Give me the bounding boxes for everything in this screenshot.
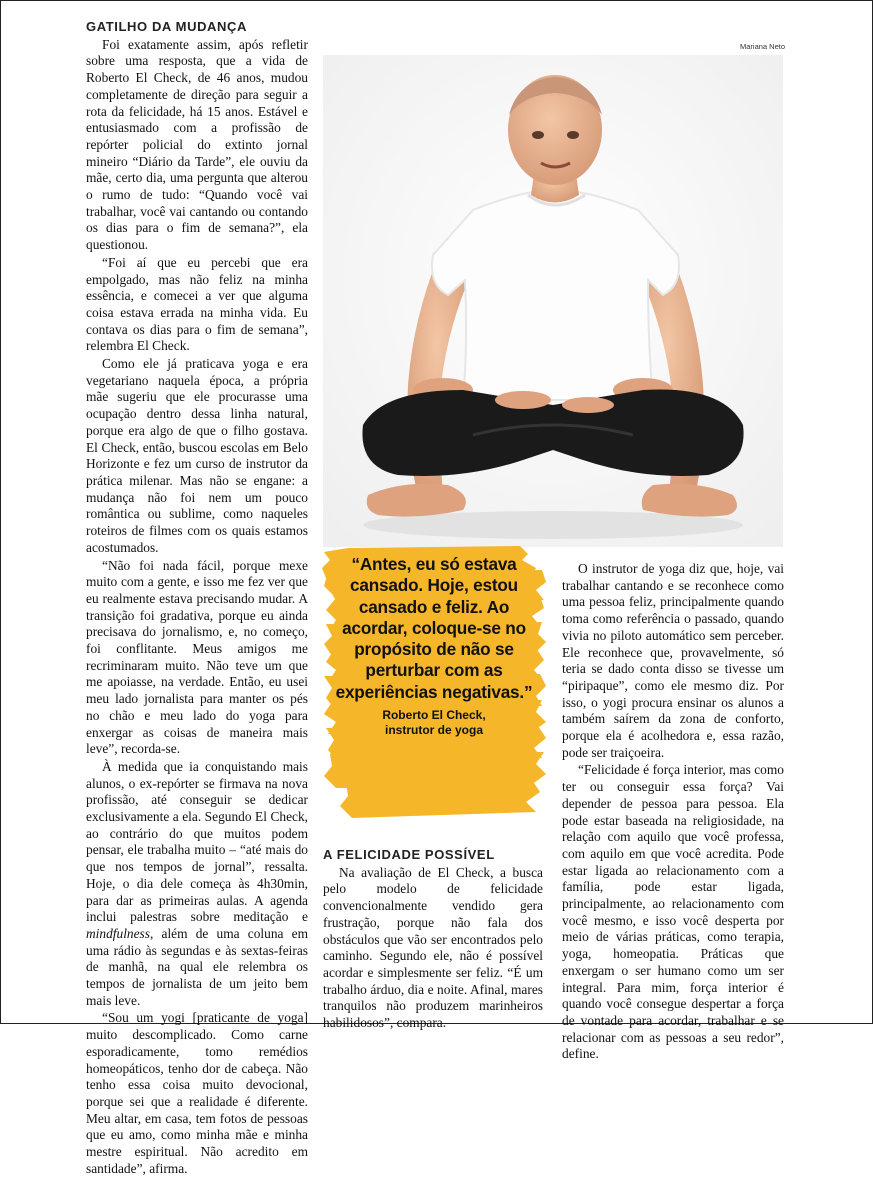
pull-quote-text: “Antes, eu só estava cansado. Hoje, estou cansado e feliz. Ao acordar, coloque-se no propósito de não se perturbar com as experiências negativas.” — [335, 554, 533, 702]
section-heading-felicidade: A FELICIDADE POSSÍVEL — [323, 847, 495, 862]
section-heading-gatilho: GATILHO DA MUDANÇA — [86, 19, 248, 34]
pull-quote-author-role: instrutor de yoga — [384, 723, 483, 738]
paragraph: Como ele já praticava yoga e era vegetariano naquela época, a própria mãe sugeriu que ele procurasse uma ocupação dentro dessa linha natural, porque era algo de que o filho gostava. El Check, então, buscou escolas em Belo Horizonte e fez um curso de instrutor da prática milenar. Mas não se engane: a mudança não foi nem um pouco romântica ou sublime, como naqueles roteiros de filmes com os quais estamos acostumados. — [86, 356, 308, 555]
paragraph: O instrutor de yoga diz que, hoje, vai trabalhar cantando e se reconhece como uma pessoa feliz, principalmente quando toma como referência o passado, quando vivia no piloto automático sem perceber. Ele reconhece que, provavelmente, só teria se dado conta disso se tivesse um “piripaque”, como ele mesmo diz. Por isso, o yogi procura ensinar os alunos a também saírem da zona de conforto, porque ela é acolhedora e, essa razão, pode ser traiçoeira. — [562, 561, 784, 760]
photo-credit: Mariana Neto — [740, 42, 786, 51]
paragraph: “Sou um yogi [praticante de yoga] muito descomplicado. Como carne esporadicamente, tomo remédios homeopáticos, tenho dor de cabeça. Não tenho essa coisa muito devocional, porque sei que a realidade é diferente. Meu altar, em casa, tem fotos de pessoas que eu amo, como minha mãe e minha mestre espiritual. Não acredito em santidade”, afirma. — [86, 1010, 308, 1176]
paragraph — [86, 759, 308, 1010]
pull-quote — [330, 554, 538, 738]
emphasis-mindfulness: mindfulness — [86, 925, 150, 941]
article-column-middle — [323, 847, 543, 1032]
yoga-pose-illustration — [323, 55, 783, 547]
text-run: , além de uma coluna em uma rádio às segundas e às sextas-feiras de manhã, na qual ele relembra os tempos de jornalista de um jeito bem mais leve. — [86, 925, 308, 1008]
pull-quote-author — [330, 708, 538, 738]
paragraph: Foi exatamente assim, após refletir sobre uma resposta, que a vida de Roberto El Check, de 46 anos, mudou completamente de direção para seguir a rota da felicidade, há 15 anos. Estável e entusiasmado com a profissão de repórter policial do extinto jornal mineiro “Diário da Tarde”, ele ouviu da mãe, certo dia, uma pergunta que alterou o rumo de tudo: “Quando você vai trabalhar, você vai cantando ou contando os dias para o fim de semana?”, ela questionou. — [86, 36, 308, 253]
paragraph: “Não foi nada fácil, porque mexe muito com a gente, e isso me fez ver que eu realmente estava precisando mudar. A transição foi gradativa, porque eu ainda precisava do jornalismo, e, no começo, foi conflitante. Meus amigos me recriminaram muito. Não teve um que me apoiasse, na verdade. Então, eu usei meu lado jornalista para manter os pés no chão e meu lado do yoga para enxergar as coisas de maneira mais leve”, recorda-se. — [86, 557, 308, 757]
article-column-left — [86, 19, 308, 1178]
yoga-instructor-photo — [323, 55, 783, 547]
article-column-right — [562, 561, 784, 1063]
paragraph: “Foi aí que eu percebi que era empolgado, mas não feliz na minha essência, e comecei a ver que alguma coisa estava errada na minha vida. Eu contava os dias para o fim de semana”, relembra El Check. — [86, 254, 308, 354]
text-run: À medida que ia conquistando mais alunos, o ex-repórter se firmava na nova profissão, até conseguir se dedicar exclusivamente a ela. Segundo El Check, ao contrário do que muitos podem pensar, ele trabalha muito – “até mais do que nos tempos de jornal”, ressalta. Hoje, o dia dele começa às 4h30min, para dar as primeiras aulas. A agenda inclui palestras sobre meditação e — [86, 758, 308, 925]
paragraph: “Felicidade é força interior, mas como ter ou conseguir essa força? Vai depender de pessoa para pessoa. Ela pode estar baseada na religiosidade, na relação com aquilo que você professa, com aquilo em que você acredita. Pode estar ligada ao relacionamento com a família, pode estar ligada, principalmente, ao relacionamento com você mesmo, e isso você desperta por meio de várias práticas, como terapia, yoga, homeopatia. Práticas que enxergam o ser humano como um ser integral. Para mim, força interior é quando você consegue despertar a força de vontade para acordar, trabalhar e se relacionar com as pessoas a seu redor”, define. — [562, 762, 784, 1062]
paragraph: Na avaliação de El Check, a busca pelo modelo de felicidade convencionalmente vendido gera frustração, porque não fala dos obstáculos que vão ser encontrados pelo caminho. Segundo ele, não é possível acordar e simplesmente ser feliz. “É um trabalho árduo, dia e noite. Afinal, mares tranquilos não produzem marinheiros habilidosos”, compara. — [323, 864, 543, 1031]
pull-quote-author-name: Roberto El Check, — [382, 708, 486, 723]
